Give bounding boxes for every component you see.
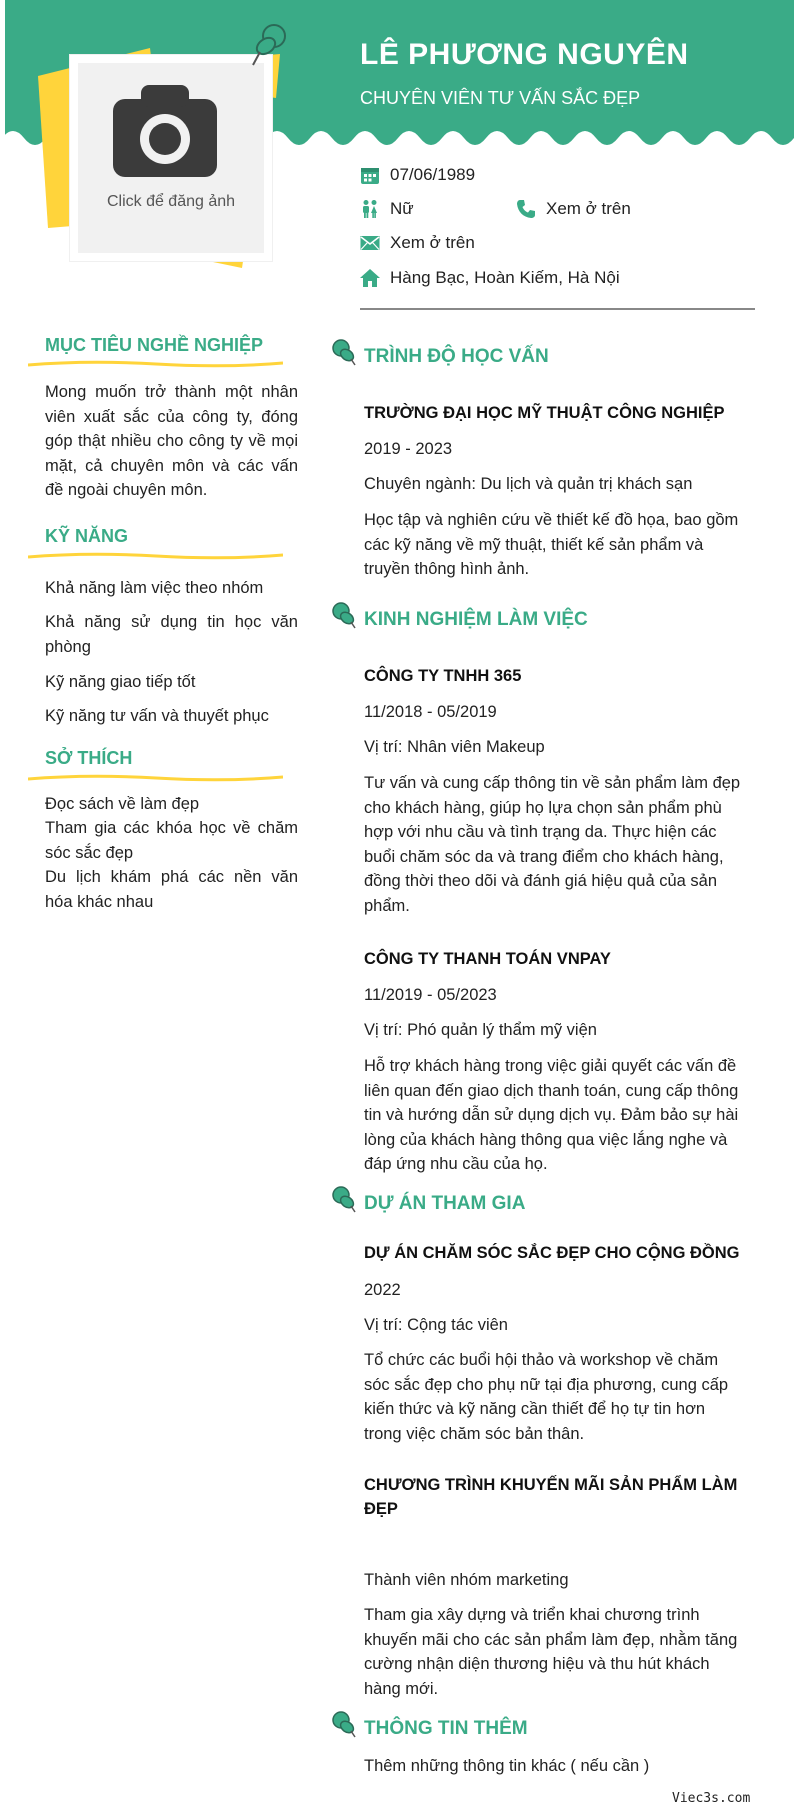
squiggle-divider [28, 359, 283, 369]
gender-value: Nữ [390, 199, 414, 218]
job-desc: Hỗ trợ khách hàng trong việc giải quyết các vấn đề liên quan đến giao dịch thanh toán, cung cấp thông tin và hướng dẫn sử dụng dịch vụ. Đảm bảo sự hài lòng của khách hàng thông qua việc lắng nghe và đáp ứng nhu cầu của họ. [364, 1057, 739, 1173]
extra-text: Thêm những thông tin khác ( nếu cần ) [364, 1757, 650, 1775]
address-row [360, 268, 620, 288]
education-school: TRƯỜNG ĐẠI HỌC MỸ THUẬT CÔNG NGHIỆP [364, 404, 725, 422]
job-position: Vị trí: Phó quản lý thẩm mỹ viện [364, 1021, 597, 1039]
hobby-item: Tham gia các khóa học về chăm sóc sắc đẹp [45, 819, 298, 862]
skill-item: Khả năng sử dụng tin học văn phòng [45, 613, 298, 656]
pin-icon [330, 1185, 356, 1213]
skill-item: Kỹ năng tư vấn và thuyết phục [45, 707, 269, 725]
skills-heading: KỸ NĂNG [45, 526, 129, 546]
project-desc: Tổ chức các buổi hội thảo và workshop về chăm sóc sắc đẹp cho phụ nữ tại địa phương, cung cấp kiến thức và kỹ năng cần thiết để họ tự tin hơn trong việc chăm sóc bản thân. [364, 1351, 729, 1443]
extra-heading: THÔNG TIN THÊM [364, 1718, 528, 1739]
calendar-icon [360, 165, 380, 185]
projects-heading: DỰ ÁN THAM GIA [364, 1193, 526, 1214]
education-period: 2019 - 2023 [364, 440, 453, 458]
address-value: Hàng Bạc, Hoàn Kiếm, Hà Nội [390, 268, 620, 287]
job-period: 11/2019 - 05/2023 [364, 986, 497, 1004]
job-desc: Tư vấn và cung cấp thông tin về sản phẩm làm đẹp cho khách hàng, giúp họ lựa chọn sản phẩm phù hợp với nhu cầu và tình trạng da. Thực hiện các buổi chăm sóc da và trang điểm cho khách hàng, đồng thời theo dõi và đánh giá hiệu quả của sản phẩm. [364, 774, 741, 915]
skill-item: Khả năng làm việc theo nhóm [45, 579, 264, 597]
squiggle-divider [28, 551, 283, 561]
hobbies-heading: SỞ THÍCH [45, 748, 133, 768]
hobby-item: Đọc sách về làm đẹp [45, 795, 200, 813]
project-position: Vị trí: Cộng tác viên [364, 1316, 508, 1334]
phone-icon [516, 199, 536, 219]
project-period: 2022 [364, 1281, 401, 1299]
project-name: DỰ ÁN CHĂM SÓC SẮC ĐẸP CHO CỘNG ĐỒNG [364, 1244, 740, 1262]
watermark: Viec3s.com [672, 1791, 751, 1806]
education-heading: TRÌNH ĐỘ HỌC VẤN [364, 346, 549, 367]
hobby-item: Du lịch khám phá các nền văn hóa khác nhau [45, 868, 298, 911]
email-row [360, 233, 475, 253]
envelope-icon [360, 233, 380, 253]
job-period: 11/2018 - 05/2019 [364, 703, 497, 721]
camera-icon [113, 85, 217, 177]
objective-heading: MỤC TIÊU NGHỀ NGHIỆP [45, 335, 264, 355]
job-position: Vị trí: Nhân viên Makeup [364, 738, 545, 756]
candidate-title: CHUYÊN VIÊN TƯ VẤN SẮC ĐẸP [360, 88, 641, 108]
job-company: CÔNG TY THANH TOÁN VNPAY [364, 950, 611, 968]
photo-upload-label: Click để đăng ảnh [106, 193, 236, 210]
skill-item: Kỹ năng giao tiếp tốt [45, 673, 196, 691]
job-company: CÔNG TY TNHH 365 [364, 667, 522, 685]
dob-value: 07/06/1989 [390, 165, 476, 184]
photo-upload[interactable] [70, 55, 272, 261]
pin-icon [250, 22, 290, 68]
phone-value: Xem ở trên [546, 199, 631, 218]
candidate-name: LÊ PHƯƠNG NGUYÊN [360, 38, 689, 71]
project-position: Thành viên nhóm marketing [364, 1571, 569, 1589]
header-divider [360, 308, 755, 310]
experience-heading: KINH NGHIỆM LÀM VIỆC [364, 609, 588, 630]
email-value: Xem ở trên [390, 233, 475, 252]
gender-row [360, 199, 414, 219]
pin-icon [330, 1710, 356, 1738]
education-desc: Học tập và nghiên cứu về thiết kế đồ họa, bao gồm các kỹ năng về mỹ thuật, thiết kế sản phẩm và truyền thông hình ảnh. [364, 511, 739, 578]
home-icon [360, 268, 380, 288]
dob-row [360, 165, 475, 185]
phone-row [516, 199, 631, 219]
squiggle-divider [28, 773, 283, 783]
project-name: CHƯƠNG TRÌNH KHUYẾN MÃI SẢN PHẨM LÀM ĐẸP [364, 1476, 738, 1518]
people-icon [360, 199, 380, 219]
project-desc: Tham gia xây dựng và triển khai chương trình khuyến mãi cho các sản phẩm làm đẹp, nhằm tăng cường nhận diện thương hiệu và thu hút khách hàng mới. [364, 1606, 738, 1698]
pin-icon [330, 601, 356, 629]
objective-text: Mong muốn trở thành một nhân viên xuất sắc của công ty, đóng góp thật nhiều cho công ty về mọi mặt, cả chuyên môn và các vấn đề ngoài chuyên môn. [45, 383, 298, 499]
pin-icon [330, 338, 356, 366]
education-major: Chuyên ngành: Du lịch và quản trị khách sạn [364, 475, 693, 493]
